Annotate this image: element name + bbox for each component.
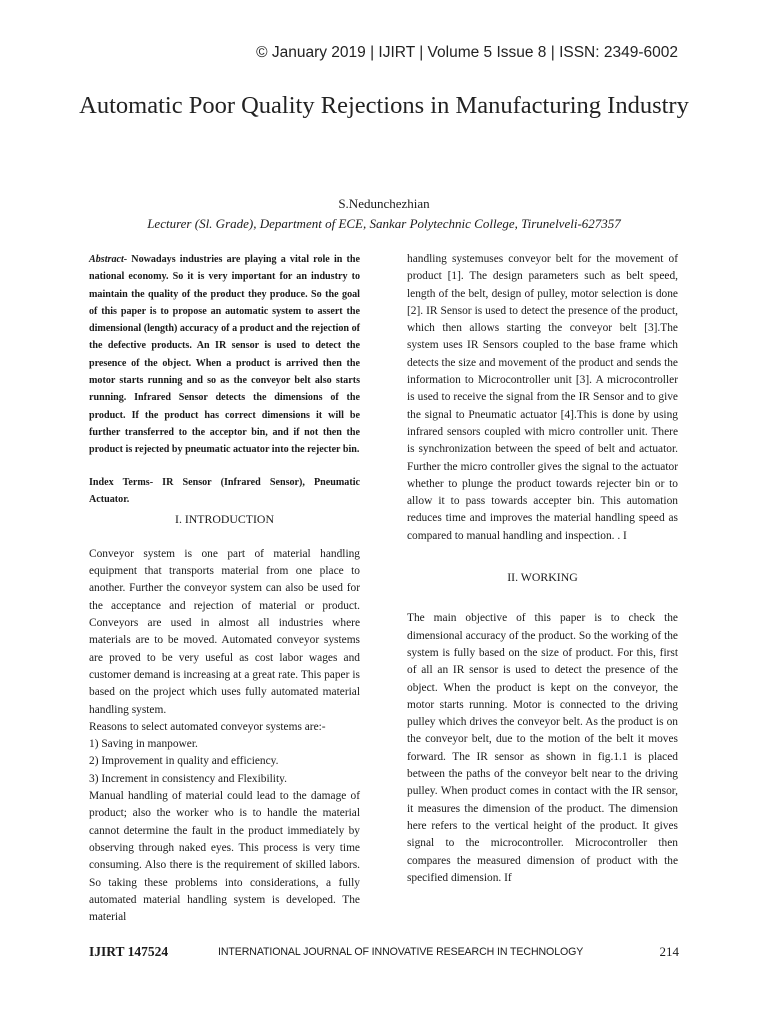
- intro-paragraph-3: handling systemuses conveyor belt for the movement of product [1]. The design parameters such as belt speed, length of the belt, design of pulley, motor selection is done [2]. IR Sensor is used to detect the presence of the product, which then allows starting the conveyor belt [3].The system uses IR Sensors coupled to the base frame which detects the size and movement of the product and sends the information to Microcontroller unit [3]. A microcontroller is used to receive the signal from the IR Sensor and to give the signal to Pneumatic actuator [4].This is done by using infrared sensors coupled with micro controller unit. There is synchronization between the speed of belt and actuator. Further the micro controller gives the signal to the actuator whether to plunge the product towards rejecter bin or to allow it to pass towards accepter bin. This automation reduces time and improves the material handling speed as compared to manual handling and inspection. . I: [407, 253, 678, 542]
- paper-title: Automatic Poor Quality Rejections in Manufacturing Industry: [79, 92, 689, 119]
- section-heading-working: II. WORKING: [507, 570, 578, 585]
- footer-journal-name: INTERNATIONAL JOURNAL OF INNOVATIVE RESEARCH IN TECHNOLOGY: [218, 946, 584, 958]
- section-heading-introduction: I. INTRODUCTION: [175, 511, 274, 526]
- right-column: [407, 251, 678, 887]
- left-column: [89, 251, 360, 926]
- reasons-intro: Reasons to select automated conveyor systems are:-: [89, 720, 326, 733]
- page-footer: [89, 944, 679, 964]
- footer-paper-id: IJIRT 147524: [89, 944, 169, 959]
- abstract-label: Abstract-: [89, 254, 128, 265]
- working-paragraph-1: The main objective of this paper is to check the dimensional accuracy of the product. So the working of the system is fully based on the size of product. For this, first of all an IR sensor is used to detect the presence of the object. When the product is kept on the conveyor, the motor starts running. Motor is connected to the driving pulley which drives the conveyor belt. As the product is on the conveyor belt, due to the motion of the belt it moves forward. The IR sensor as shown in fig.1.1 is placed between the paths of the conveyor belt near to the driving pulley. When product comes in contact with the IR sensor, it measures the dimension of the product. The dimension here refers to the vertical height of the product. It gives signal to the microcontroller. Microcontroller then compares the measured dimension of product with the specified dimension. If: [407, 612, 678, 884]
- reason-item: 1) Saving in manpower.: [89, 738, 198, 751]
- author-affiliation: Lecturer (Sl. Grade), Department of ECE, Sankar Polytechnic College, Tirunelveli-627357: [147, 216, 621, 231]
- author-name: S.Nedunchezhian: [338, 196, 430, 211]
- index-terms: Index Terms- IR Sensor (Infrared Sensor), Pneumatic Actuator.: [89, 476, 360, 505]
- intro-paragraph-1: Conveyor system is one part of material handling equipment that transports material from one place to another. Further the conveyor system can also be used for the acceptance and rejection of material or product. Conveyors are used in almost all industries where materials are to be moved. Automated conveyor systems are proved to be very useful as cost labor wages and customer demand is increasing at a great rate. This paper is based on the project which uses fully automated material handling system.: [89, 547, 360, 716]
- journal-header: © January 2019 | IJIRT | Volume 5 Issue 8 | ISSN: 2349-6002: [256, 44, 678, 61]
- abstract: [89, 251, 360, 459]
- reason-item: 3) Increment in consistency and Flexibility.: [89, 772, 287, 785]
- page-number: 214: [659, 944, 679, 959]
- abstract-text: Nowadays industries are playing a vital role in the national economy. So it is very important for an industry to maintain the quality of the product they produce. So the goal of this paper is to propose an automatic system to assert the dimensional (length) accuracy of a product and the rejection of the defective products. An IR sensor is used to detect the presence of the object. When a product is arrived then the motor starts running and so as the conveyor belt also starts running. Infrared Sensor detects the dimensions of the product. If the product has correct dimensions it will be further transferred to the acceptor bin, and if not then the product is rejected by pneumatic actuator into the rejecter bin.: [89, 254, 360, 456]
- intro-paragraph-2: Manual handling of material could lead to the damage of product; also the worker who is to handle the material cannot determine the fault in the product immediately by observing through naked eyes. This process is very time consuming. Also there is the requirement of skilled labors. So taking these problems into considerations, a fully automated material handling system is developed. The material: [89, 790, 360, 924]
- reason-item: 2) Improvement in quality and efficiency.: [89, 755, 279, 768]
